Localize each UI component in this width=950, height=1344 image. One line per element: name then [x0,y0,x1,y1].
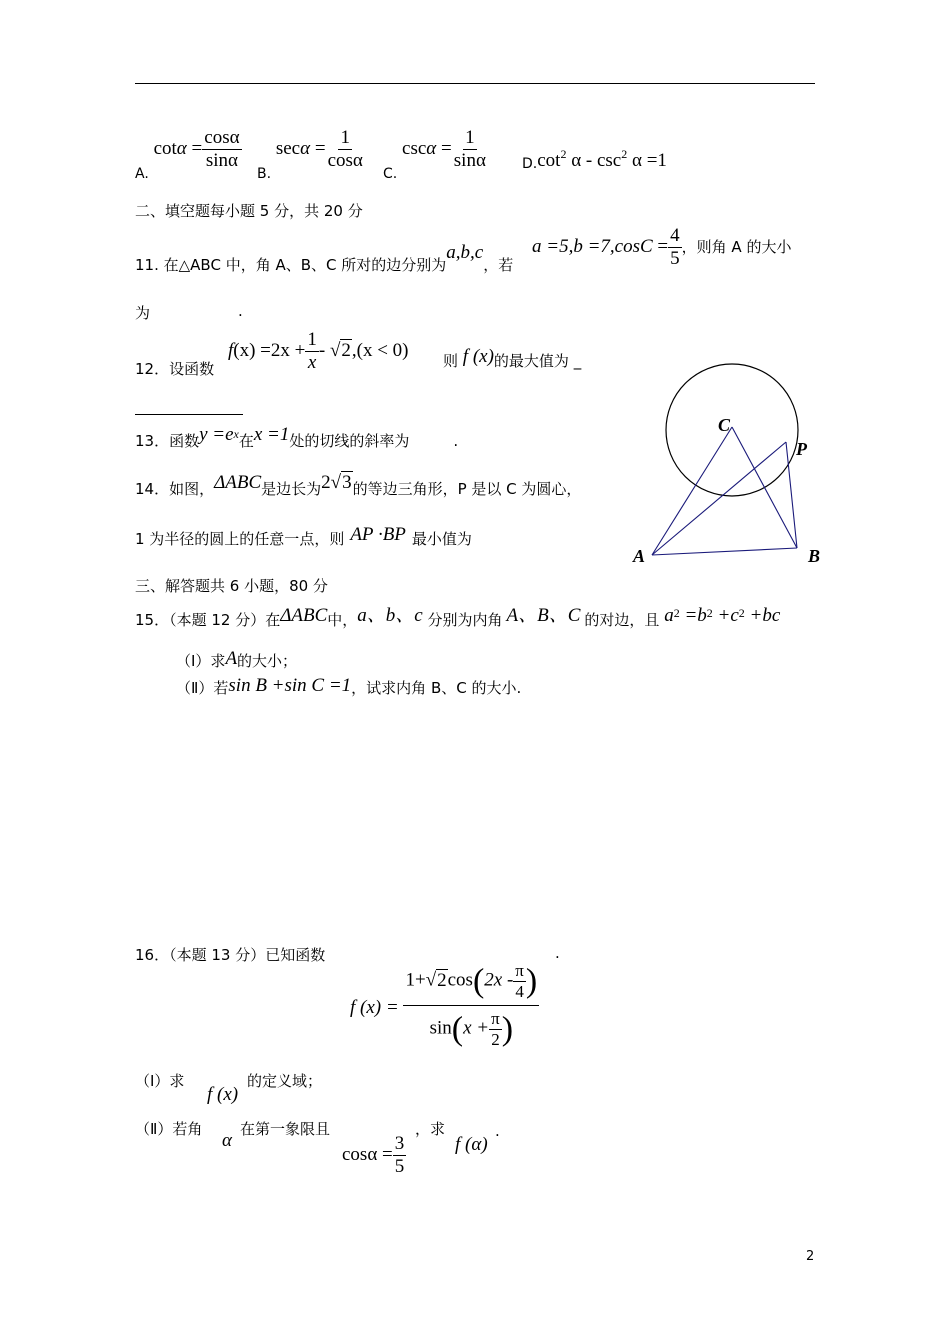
option-b-den: cosα [327,149,363,171]
label-b: B [808,546,821,566]
question-14: 14．如图，ΔABC是边长为2√3的等边三角形，P 是以 C 为圆心， [135,472,582,498]
q11-cond: a =5,b =7,cos [532,235,640,257]
segment-cb [732,427,797,548]
q14-line2b: 最小值为 [411,530,472,548]
q15-eq-mid2: +c [712,605,739,626]
q12-text3: 的最大值为 _ [493,352,582,370]
q16-part1 [135,1070,184,1091]
q11-frac-num: 4 [670,225,680,246]
q16-den-inner: x + [463,1017,490,1039]
q16-main-num: 1+√2cos(2x - $\frac{\pi}{4}$ ) [403,962,539,1006]
q15-text: 15．（本题 12 分）在 [135,611,281,629]
q16-pi-num: π [515,961,524,980]
label-c: C [718,415,731,435]
q16-text: 16．（本题 13 分）已知函数 [135,946,326,964]
q12-fx-lhs: (x) =2x + [233,339,306,361]
q14-line2a: 1 为半径的圆上的任意一点，则 [135,530,345,548]
q16-cos-frac [393,1134,407,1177]
q12-text: 12．设函数 [135,360,215,378]
q16-num-rad: 2 [437,969,447,991]
q11-line2: 为 [135,304,151,322]
q16-cos-num: 3 [394,1133,405,1154]
q16-end: . [495,1122,500,1140]
option-c-eq: = [441,137,452,159]
segment-ab [652,548,797,555]
q16-part2a: （Ⅱ）若角 [135,1120,203,1138]
q15-part2a: （Ⅱ）若 [176,679,229,697]
q13-end: . [453,432,459,450]
q11-frac-den: 5 [670,247,680,269]
q16-part2b: 在第一象限且 [240,1120,331,1138]
option-b [257,127,365,182]
q16-cos-eq: cosα = [342,1143,393,1165]
q16-den-sin: sin [429,1017,452,1039]
q15-part2-eq: sin B +sin C =1 [228,675,352,696]
q16-num-inner: 2x - [484,969,514,991]
option-d-cot: cot [537,150,561,171]
q15-eq-end: +bc [744,605,781,626]
option-c-var: α [426,137,437,159]
q14-text2: 是边长为 [261,480,322,498]
option-b-lhs: sec [275,137,301,159]
q12-function: f(x) =2x + $\frac{1}{x}$ - √2,(x < 0) [228,329,409,373]
q16-part1-f: f (x) [207,1084,239,1105]
geometry-figure [620,360,835,575]
q14-tri: ΔABC [214,472,262,493]
option-d-end: α =1 [627,150,667,171]
q12-rad: 2 [341,339,351,361]
q12-frac [305,330,319,373]
q15-part2b: ，试求内角 B、C 的大小. [351,679,522,697]
q15-vars: a、b、c [357,605,423,626]
q12-fx-mid: - [318,339,330,361]
option-c-frac [452,128,488,171]
q16-pi-2 [489,1010,502,1049]
q15-part2 [176,677,521,699]
option-d-label: D. [522,156,538,172]
q12-fx2: f (x) [462,346,494,367]
option-d-mid: α - csc [566,150,622,171]
question-11 [135,228,514,274]
option-a-frac [202,128,241,171]
page-number: 2 [806,1249,815,1264]
section-3-title: 三、解答题共 6 小题，80 分 [135,577,328,595]
q15-part1a: （Ⅰ）求 [176,652,226,670]
q16-num-pre: 1+ [405,969,426,991]
option-c [383,127,488,182]
q16-num-cos: cos [447,969,473,991]
q11-cond-c: C [639,235,653,257]
question-13 [135,424,459,452]
q14-rad: 3 [342,472,352,493]
q15-eq-a: a [664,605,674,626]
q16-part2 [135,1118,202,1139]
q15-tri: ΔABC [280,605,328,626]
q13-text3: 处的切线的斜率为 [289,432,410,450]
q12-answer-blank [135,414,243,415]
q15-sq3: 2 [738,606,745,620]
option-d-sq2: 2 [621,147,628,161]
option-c-lhs: csc [402,137,427,159]
option-a [135,127,242,182]
q14-coef: 2 [321,472,331,493]
q11-vars: a,b,c [446,242,484,263]
option-a-var: α [176,137,187,159]
option-b-var: α [300,137,311,159]
q15-part1b: 的大小； [237,652,298,670]
q12-fx-end: ,(x < 0) [351,339,409,361]
q16-pi2-den: 2 [491,1029,500,1049]
question-16 [135,944,325,965]
header-rule [135,83,815,84]
q13-text2: 在 [238,432,254,450]
q16-pi-den: 4 [515,981,524,1001]
q12-rest [443,346,582,372]
q13-at: x =1 [253,424,290,445]
q16-cos-den: 5 [394,1155,405,1177]
option-c-label: C. [383,165,398,182]
q16-part1-b: 的定义域； [247,1072,323,1090]
option-a-den: sinα [205,149,238,171]
q16-part1a: （Ⅰ）求 [135,1072,185,1090]
q15-sq1: 2 [673,606,680,620]
q11-blank-end: . [238,302,243,320]
q15-text2: 中， [327,611,358,629]
option-b-frac [326,128,365,171]
q16-part2c: ，求 [415,1120,446,1138]
option-a-label: A. [135,165,149,182]
label-a: A [633,546,646,566]
q11-text2: ，若 [483,256,514,274]
q14-line2 [135,524,472,550]
q16-f-alpha: f (α) [455,1134,488,1155]
q16-pi2-num: π [491,1008,500,1028]
q15-part1 [176,650,297,672]
option-d-sq1: 2 [560,147,567,161]
q13-eq: y =e [199,424,234,445]
option-c-den: sinα [453,149,486,171]
q15-text4: 的对边，且 [584,611,660,629]
q11-cond-eq: = [652,235,669,257]
q12-frac-num: 1 [307,329,317,350]
q16-pi-4 [513,962,526,1001]
q11-text3: ，则角 A 的大小 [681,237,792,256]
q14-text3: 的等边三角形，P 是以 C 为圆心， [352,480,582,498]
q16-function [350,962,539,1048]
label-p: P [796,439,807,459]
q16-cos [342,1134,406,1177]
option-b-num: 1 [340,127,350,148]
option-d [522,147,667,172]
q13-text: 13．函数 [135,432,200,450]
section-2-title: 二、填空题每小题 5 分，共 20 分 [135,202,363,220]
question-12 [135,358,214,379]
q11-condition [532,226,791,269]
q14-dot: AP ·BP [350,524,406,545]
q15-text3: 分别为内角 [427,611,503,629]
q16-main-frac [403,962,539,1048]
q11-frac [668,226,682,269]
q12-f: f [228,339,234,361]
q15-angles: A、B、C [506,605,581,626]
option-b-eq: = [314,137,326,159]
q16-f-lhs: f (x) = [350,996,399,1018]
option-a-lhs: cot [153,137,177,159]
q12-text2: 则 [443,352,459,370]
q14-text: 14．如图， [135,480,215,498]
q13-sup: x [233,427,239,441]
q15-part1-var: A [225,648,238,669]
q16-main-den: sin(x + $\frac{\pi}{2}$ ) [429,1008,514,1049]
q12-frac-den: x [307,351,317,373]
q15-eq-mid: =b [679,605,707,626]
segment-ac [652,427,732,555]
q16-alpha: α [222,1130,232,1151]
q16-dot: . [555,944,560,962]
option-a-num: cosα [204,127,240,148]
option-b-label: B. [257,165,272,182]
option-c-num: 1 [465,127,475,148]
circle-around-c [666,364,798,496]
q15-sq2: 2 [706,606,713,620]
q11-text: 11. 在△ABC 中，角 A、B、C 所对的边分别为 [135,256,447,274]
option-a-eq: = [191,137,203,159]
question-15 [135,604,780,631]
